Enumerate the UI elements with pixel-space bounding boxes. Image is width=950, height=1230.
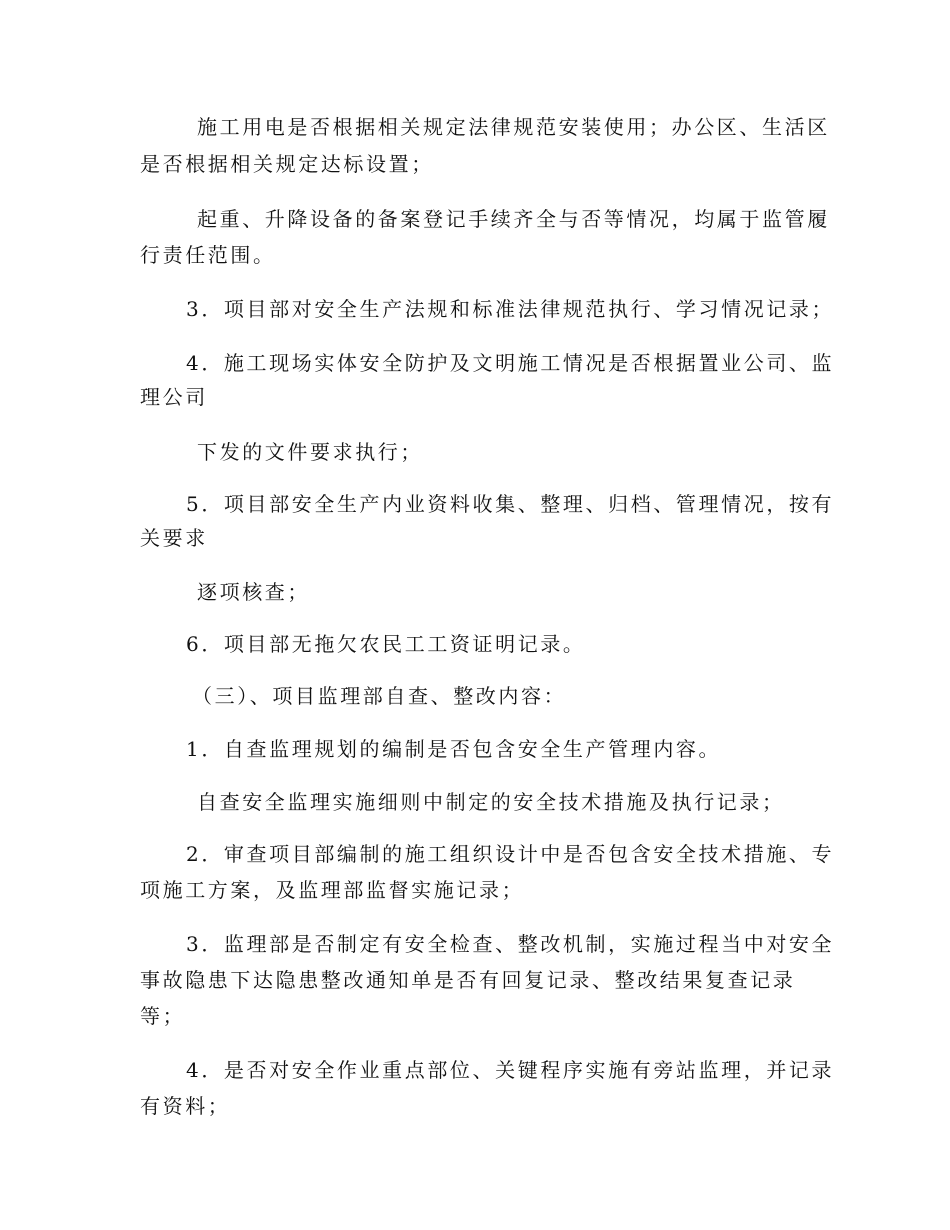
paragraph-line: 项施工方案，及监理部监督实施记录； <box>140 878 525 902</box>
list-item-4: 4．是否对安全作业重点部位、关键程序实施有旁站监理，并记录 <box>186 1058 835 1082</box>
paragraph-line: 施工用电是否根据相关规定法律规范安装使用；办公区、生活区 <box>197 115 830 139</box>
list-item-2: 2．审查项目部编制的施工组织设计中是否包含安全技术措施、专 <box>186 842 835 866</box>
paragraph-line: 下发的文件要求执行； <box>197 440 423 464</box>
paragraph-line: 起重、升降设备的备案登记手续齐全与否等情况，均属于监管履 <box>197 207 830 231</box>
paragraph-line: 行责任范围。 <box>140 243 276 267</box>
paragraph-line: 等； <box>140 1004 186 1028</box>
list-item-4: 4．施工现场实体安全防护及文明施工情况是否根据置业公司、监 <box>186 351 835 375</box>
list-item-6: 6．项目部无拖欠农民工工资证明记录。 <box>186 632 586 656</box>
list-item-3: 3．监理部是否制定有安全检查、整改机制，实施过程当中对安全 <box>186 932 835 956</box>
section-heading: （三）、项目监理部自查、整改内容： <box>192 684 567 708</box>
paragraph-line: 逐项核查； <box>197 580 310 604</box>
paragraph-line: 理公司 <box>140 385 208 409</box>
list-item-3: 3．项目部对安全生产法规和标准法律规范执行、学习情况记录； <box>186 297 835 321</box>
paragraph-line: 有资料； <box>140 1094 231 1118</box>
paragraph-line: 关要求 <box>140 526 208 550</box>
list-item-5: 5．项目部安全生产内业资料收集、整理、归档、管理情况，按有 <box>186 492 835 516</box>
list-item-1: 1．自查监理规划的编制是否包含安全生产管理内容。 <box>186 737 722 761</box>
paragraph-line: 是否根据相关规定达标设置； <box>140 152 434 176</box>
paragraph-line: 自查安全监理实施细则中制定的安全技术措施及执行记录； <box>197 790 785 814</box>
paragraph-line: 事故隐患下达隐患整改通知单是否有回复记录、整改结果复查记录 <box>140 968 796 992</box>
